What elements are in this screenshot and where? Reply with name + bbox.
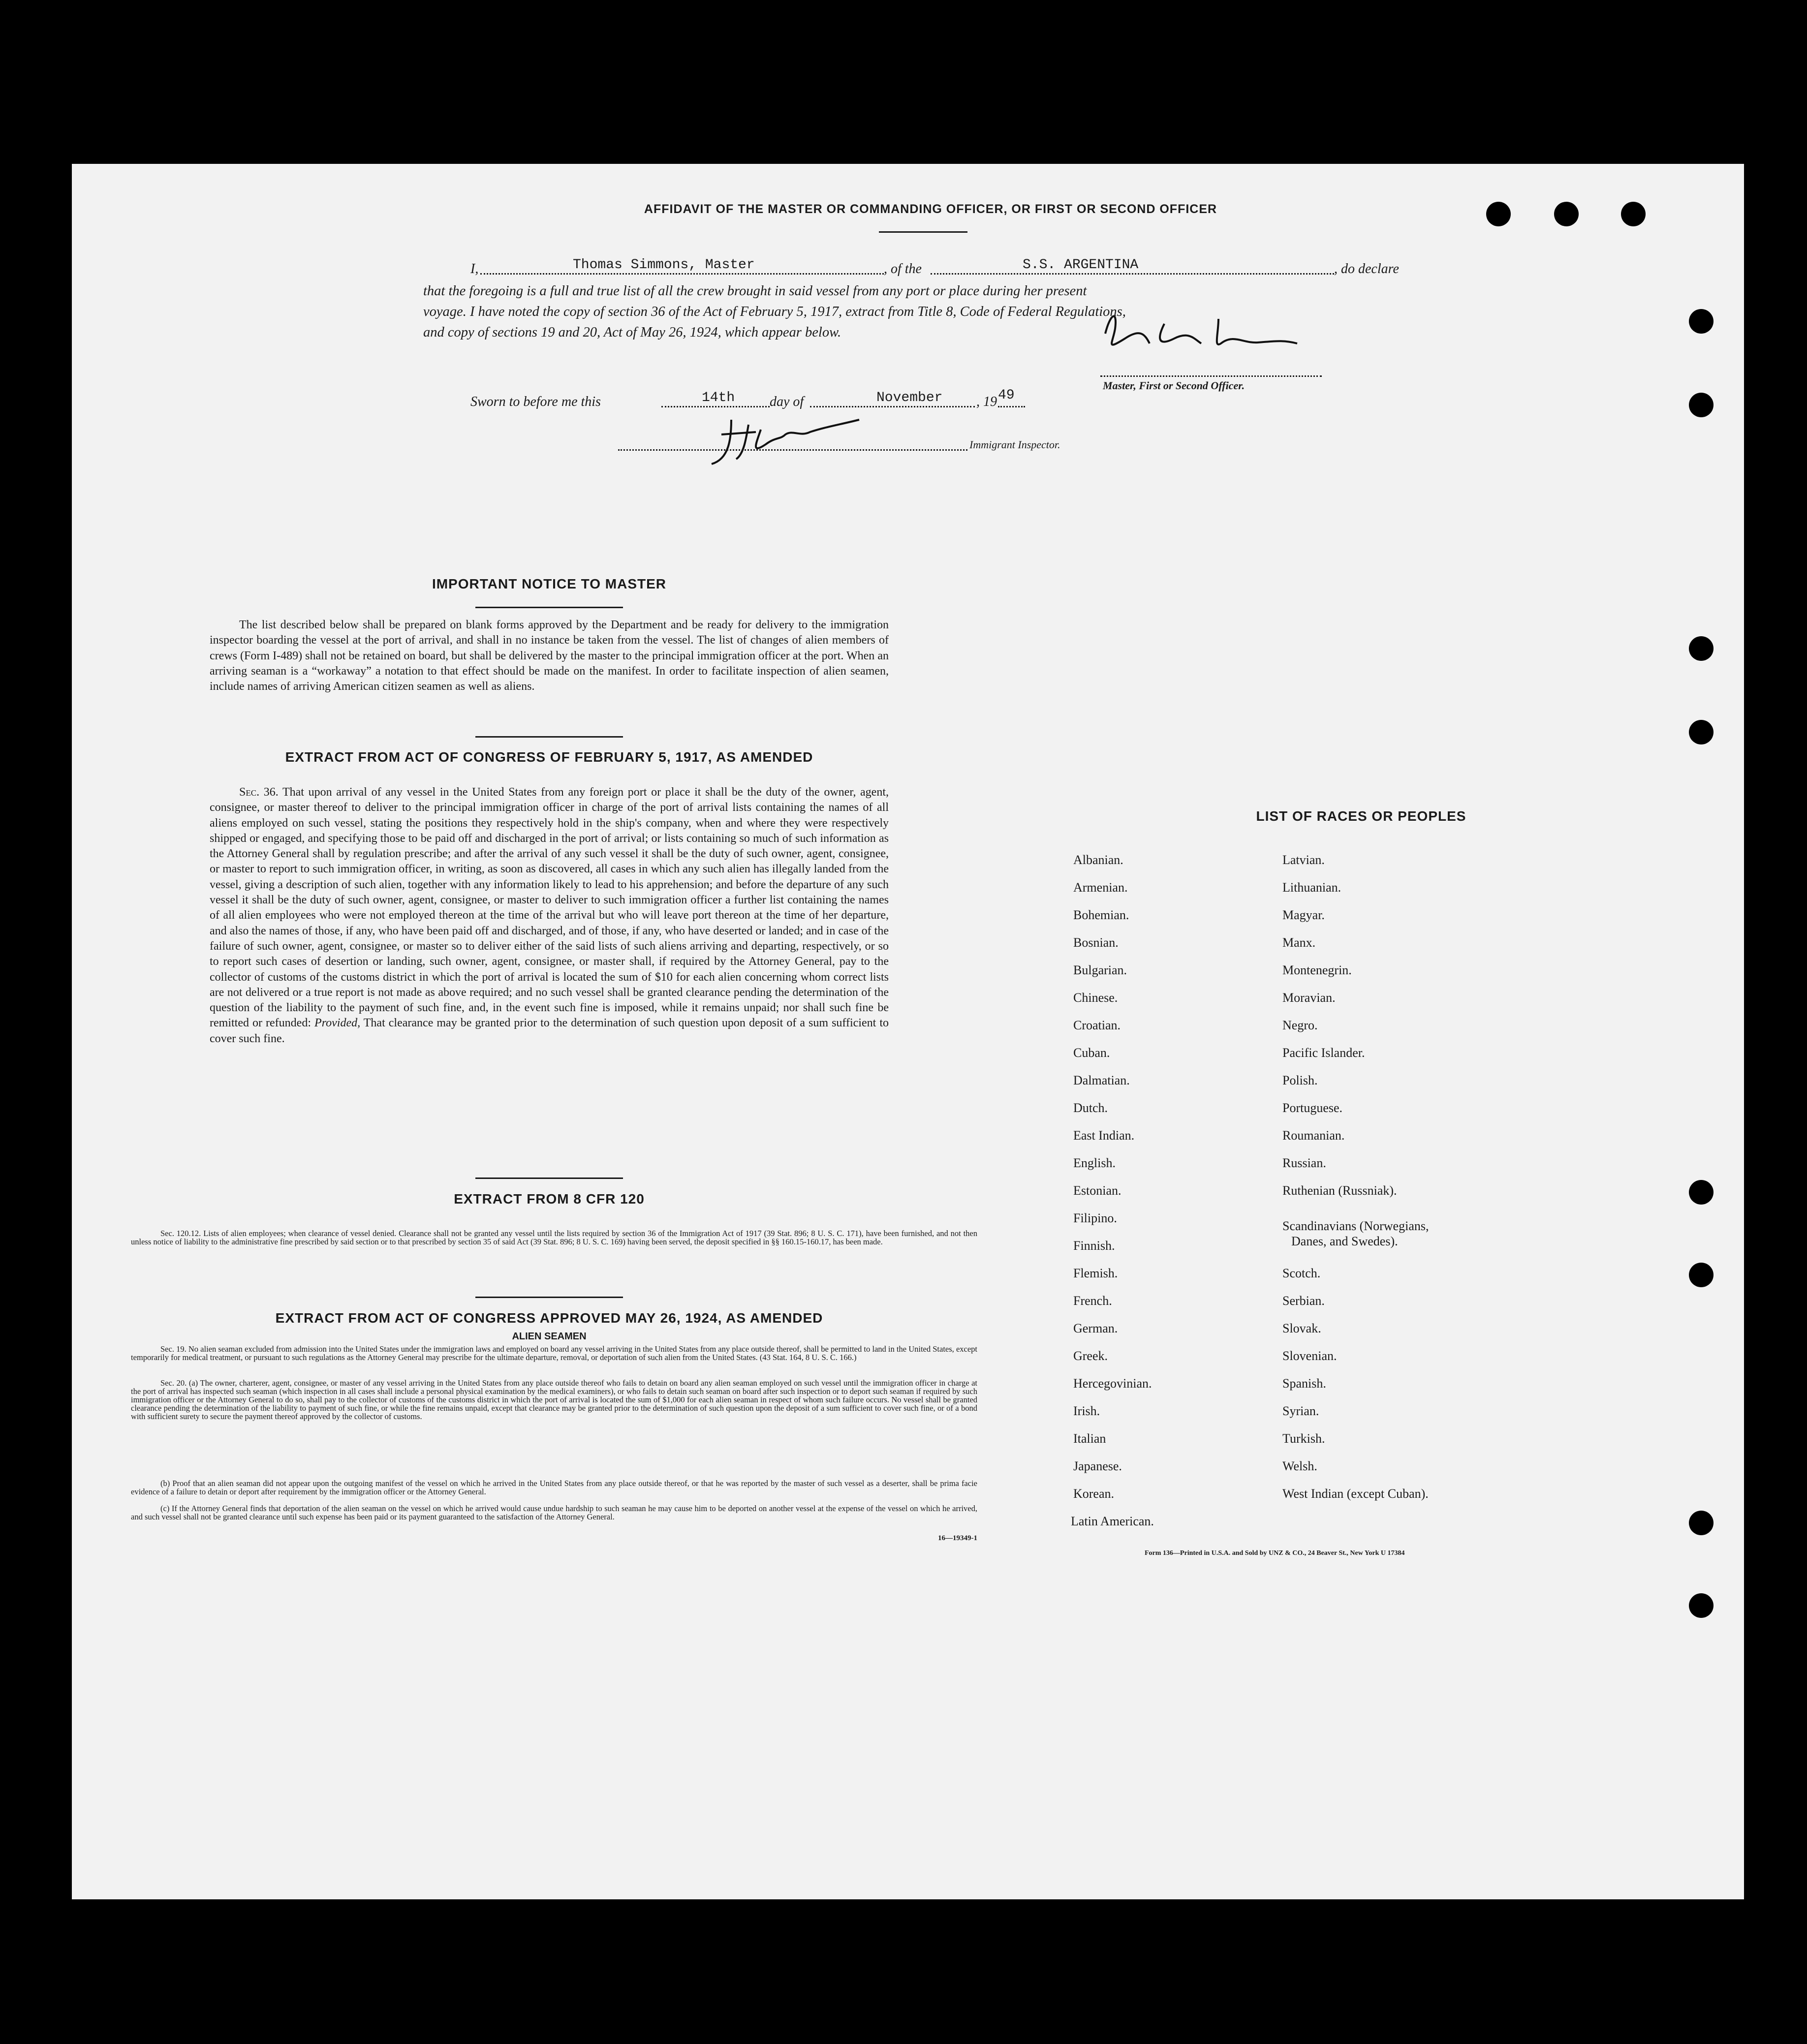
sworn-month-field: November [876,390,943,405]
race-right-7: Pacific Islander. [1282,1046,1365,1060]
race-left-3: Bosnian. [1073,935,1119,950]
master-signature-line [1100,375,1322,377]
punch-hole [1689,309,1714,334]
race-right-0: Latvian. [1282,853,1325,867]
document-sheet [72,164,1744,1899]
year-prefix: , 19 [976,394,997,409]
title-underline [879,231,967,233]
affidavit-title: AFFIDAVIT OF THE MASTER OR COMMANDING OFFICER, OR FIRST OR SECOND OFFICER [644,202,1217,216]
master-name-line [480,273,884,275]
punch-hole [1554,202,1579,226]
race-left-18: Greek. [1073,1349,1108,1363]
punch-hole [1621,202,1646,226]
race-right-8: Polish. [1282,1073,1318,1087]
race-left-5: Chinese. [1073,991,1118,1005]
race-right-4: Montenegrin. [1282,963,1352,977]
race-left-9: Dutch. [1073,1101,1108,1115]
race-right-22: Welsh. [1282,1459,1317,1473]
race-right-18: Slovenian. [1282,1349,1337,1363]
race-left-0: Albanian. [1073,853,1123,867]
race-right-6: Negro. [1282,1018,1318,1032]
act1924-sec20a: Sec. 20. (a) The owner, charterer, agent, consignee, or master of any vessel arriving in the United States from any place outside thereof who fails to detain on board any alien seaman employed on such vessel until the immigration officer in charge at the port of arrival has inspected such seaman (which inspection in all cases shall include a personal physical examination by the medical examiners), or who fails to detain such seaman on board after such inspection or to deport such seaman if required by such immigration officer or the Attorney General to do so, shall pay to the collector of customs of the customs district in which the port of arrival is located the sum of $1,000 for each alien seaman in respect of whom such failure occurs. No vessel shall be granted clearance pending the determination of the liability to payment of such fine, or while the fine remains unpaid, except that clearance may be granted prior to the determination of such question upon the deposit of a sum sufficient to cover such fine, or of a bond with sufficient surety to secure the payment thereof approved by the collector of customs. [131,1378,977,1421]
race-left-19: Hercegovinian. [1073,1376,1152,1391]
punch-hole [1689,636,1714,661]
race-right-2: Magyar. [1282,908,1325,922]
act1924-sec20c: (c) If the Attorney General finds that deportation of the alien seaman on the vessel on which he arrived would cause undue hardship to such seaman he may cause him to be deported on another vessel at the expense of the vessel on which he arrived, and such vessel shall not be granted clearance until such expense has been paid or its payment guaranteed to the satisfaction of the Attorney General. [131,1504,977,1521]
race-right-3: Manx. [1282,935,1316,950]
year-suffix-field: 49 [998,388,1015,403]
vessel-field: S.S. ARGENTINA [1023,257,1139,273]
race-right-16: Serbian. [1282,1294,1325,1308]
act1924-title: EXTRACT FROM ACT OF CONGRESS APPROVED MAY 26, 1924, AS AMENDED [275,1310,823,1326]
notice-title: IMPORTANT NOTICE TO MASTER [432,576,667,591]
race-left-10: East Indian. [1073,1128,1135,1143]
punch-hole [1689,1593,1714,1618]
race-right-15: Scotch. [1282,1266,1321,1280]
race-right-11: Russian. [1282,1156,1326,1170]
act1924-subtitle: ALIEN SEAMEN [512,1331,587,1342]
race-right-14: Danes, and Swedes). [1291,1234,1398,1248]
do-declare-label: , do declare [1334,261,1399,277]
race-left-2: Bohemian. [1073,908,1129,922]
sec36-label: Sec. 36. [239,786,279,799]
race-right-21: Turkish. [1282,1431,1325,1446]
race-left-15: Flemish. [1073,1266,1118,1280]
race-left-17: German. [1073,1321,1118,1335]
inspector-signature [702,410,864,469]
sec36-proviso: Provided, [314,1017,361,1030]
cfr-text: Sec. 120.12. Lists of alien employees; when clearance of vessel denied. Clearance shall not be granted any vessel until the lists required by section 36 of the Immigration Act of 1917 (39 Stat. 896; 8 U. S. C. 171), have been furnished, and not then unless notice of liability to the administrative fine prescribed by said section or to that prescribed by section 35 of said Act (39 Stat. 896; 8 U. S. C. 169) having been served, the deposit specified in §§ 160.15-160.17, has been made. [131,1229,977,1246]
extract1917-title: EXTRACT FROM ACT OF CONGRESS OF FEBRUARY 5, 1917, AS AMENDED [285,749,813,765]
sworn-month-line [810,406,975,407]
extract1917-top-rule [475,736,623,738]
race-left-11: English. [1073,1156,1116,1170]
punch-hole [1689,1511,1714,1535]
sworn-day-field: 14th [702,390,735,405]
act1924-top-rule [475,1297,623,1298]
master-caption: Master, First or Second Officer. [1103,379,1245,392]
race-left-24: Latin American. [1071,1514,1154,1528]
race-right-1: Lithuanian. [1282,880,1341,895]
race-left-16: French. [1073,1294,1112,1308]
punch-hole [1689,1180,1714,1205]
race-right-9: Portuguese. [1282,1101,1343,1115]
of-the-label: , of the [884,261,922,277]
race-left-22: Japanese. [1073,1459,1122,1473]
master-signature [1095,304,1307,358]
race-left-6: Croatian. [1073,1018,1121,1032]
race-right-5: Moravian. [1282,991,1336,1005]
race-left-4: Bulgarian. [1073,963,1127,977]
race-left-12: Estonian. [1073,1183,1122,1198]
races-title: LIST OF RACES OR PEOPLES [1256,808,1466,824]
inspector-signature-line [618,449,967,451]
day-of-label: day of [770,394,804,409]
race-right-12: Ruthenian (Russniak). [1282,1183,1397,1198]
affidavit-line3: voyage. I have noted the copy of section 36 of the Act of February 5, 1917, extract from Title 8, Code of Federal Regulations, [423,304,1126,319]
sworn-label: Sworn to before me this [470,394,601,409]
race-left-20: Irish. [1073,1404,1100,1418]
race-left-14: Finnish. [1073,1239,1115,1253]
notice-text: The list described below shall be prepared on blank forms approved by the Department and be ready for delivery to the immigration inspector boarding the vessel at the port of arrival, and shall in no instance be taken from the vessel. The list of changes of alien members of crews (Form I-489) shall not be retained on board, but shall be delivered by the master to the principal immigration officer at the port. When an arriving seaman is a “workaway” a notation to that effect should be made on the manifest. In order to facilitate inspection of alien seamen, include names of arriving American citizen seamen as well as aliens. [210,619,889,693]
race-right-20: Syrian. [1282,1404,1319,1418]
sec36-text-after: That clearance may be granted prior to the determination of such question upon deposit of a sum sufficient to cover such fine. [210,1017,889,1045]
inspector-caption: Immigrant Inspector. [969,438,1060,451]
race-right-17: Slovak. [1282,1321,1321,1335]
vessel-line [931,273,1334,275]
race-right-19: Spanish. [1282,1376,1326,1391]
printer-footer: Form 136—Printed in U.S.A. and Sold by UNZ & CO., 24 Beaver St., New York U 17384 [1145,1549,1405,1557]
year-line [998,406,1025,407]
race-left-7: Cuban. [1073,1046,1110,1060]
act1924-sec19: Sec. 19. No alien seaman excluded from admission into the United States under the immigration laws and employed on board any vessel arriving in the United States from any place outside thereof, shall be permitted to land in the United States, except temporarily for medical treatment, or pursuant to such regulations as the Attorney General may prescribe for the ultimate departure, removal, or deportation of such alien from the United States. (43 Stat. 164, 8 U. S. C. 166.) [131,1344,977,1362]
affidavit-i-label: I, [470,261,479,277]
punch-hole [1689,1263,1714,1287]
punch-hole [1689,720,1714,744]
act1924-sec20b: (b) Proof that an alien seaman did not appear upon the outgoing manifest of the vessel on which he arrived in the United States from any place outside thereof, or that he was reported by the master of such vessel as a deserter, shall be prima facie evidence of a failure to detain or deport after requirement by the immigration officer or the Attorney General. [131,1479,977,1496]
master-name-field: Thomas Simmons, Master [573,257,755,273]
race-left-1: Armenian. [1073,880,1128,895]
cfr-top-rule [475,1177,623,1179]
race-right-23: West Indian (except Cuban). [1282,1487,1429,1501]
extract1917-text [210,785,889,1047]
race-left-13: Filipino. [1073,1211,1117,1225]
race-right-13: Scandinavians (Norwegians, [1282,1219,1429,1233]
form-number: 16—19349-1 [938,1534,977,1542]
race-left-23: Korean. [1073,1487,1115,1501]
sec36-text: That upon arrival of any vessel in the United States from any foreign port or place it shall be the duty of the owner, agent, consignee, or master thereof to deliver to the principal immigration officer in charge of the port of arrival lists containing the names of all aliens employed on such vessel, stating the positions they respectively hold in the ship's company, when and where they were respectively shipped or engaged, and specifying those to be paid off and discharged in the port of arrival; or lists containing so much of such information as the Attorney General shall by regulation prescribe; and after the arrival of any such vessel it shall be the duty of such owner, agent, consignee, or master to report to such immigration officer, in writing, as soon as discovered, all cases in which any such alien has illegally landed from the vessel, giving a description of such alien, together with any information likely to lead to his apprehension; and before the departure of any such vessel it shall be the duty of such owner, agent, consignee, or master to deliver to such immigration officer a further list containing the names of all alien employees who were not employed thereon at the time of the arrival but who will leave port thereon at the time of her departure, and also the names of those, if any, who have been paid off and discharged, and of those, if any, who have deserted or landed; and in case of the failure of such owner, agent, consignee, or master so to deliver either of the said lists of such aliens arriving and departing, respectively, or so to report such cases of desertion or landing, such owner, agent, consignee, or master shall, if required by the Attorney General, pay to the collector of customs of the customs district in which the port of arrival is located the sum of $10 for each alien concerning whom correct lists are not delivered or a true report is not made as above required; and no such vessel shall be granted clearance pending the determination of the question of the liability to the payment of such fine, and, in the event such fine is imposed, while it remains unpaid; nor shall such fine be remitted or refunded: [210,786,889,1030]
race-right-10: Roumanian. [1282,1128,1345,1143]
punch-hole [1689,393,1714,417]
punch-hole [1486,202,1511,226]
affidavit-line2: that the foregoing is a full and true list of all the crew brought in said vessel from any port or place during her present [423,283,1087,299]
race-left-8: Dalmatian. [1073,1073,1130,1087]
sworn-day-line [661,406,770,407]
affidavit-line4: and copy of sections 19 and 20, Act of May 26, 1924, which appear below. [423,325,841,340]
cfr-title: EXTRACT FROM 8 CFR 120 [454,1191,645,1207]
race-left-21: Italian [1073,1431,1106,1446]
notice-title-rule [475,607,623,608]
